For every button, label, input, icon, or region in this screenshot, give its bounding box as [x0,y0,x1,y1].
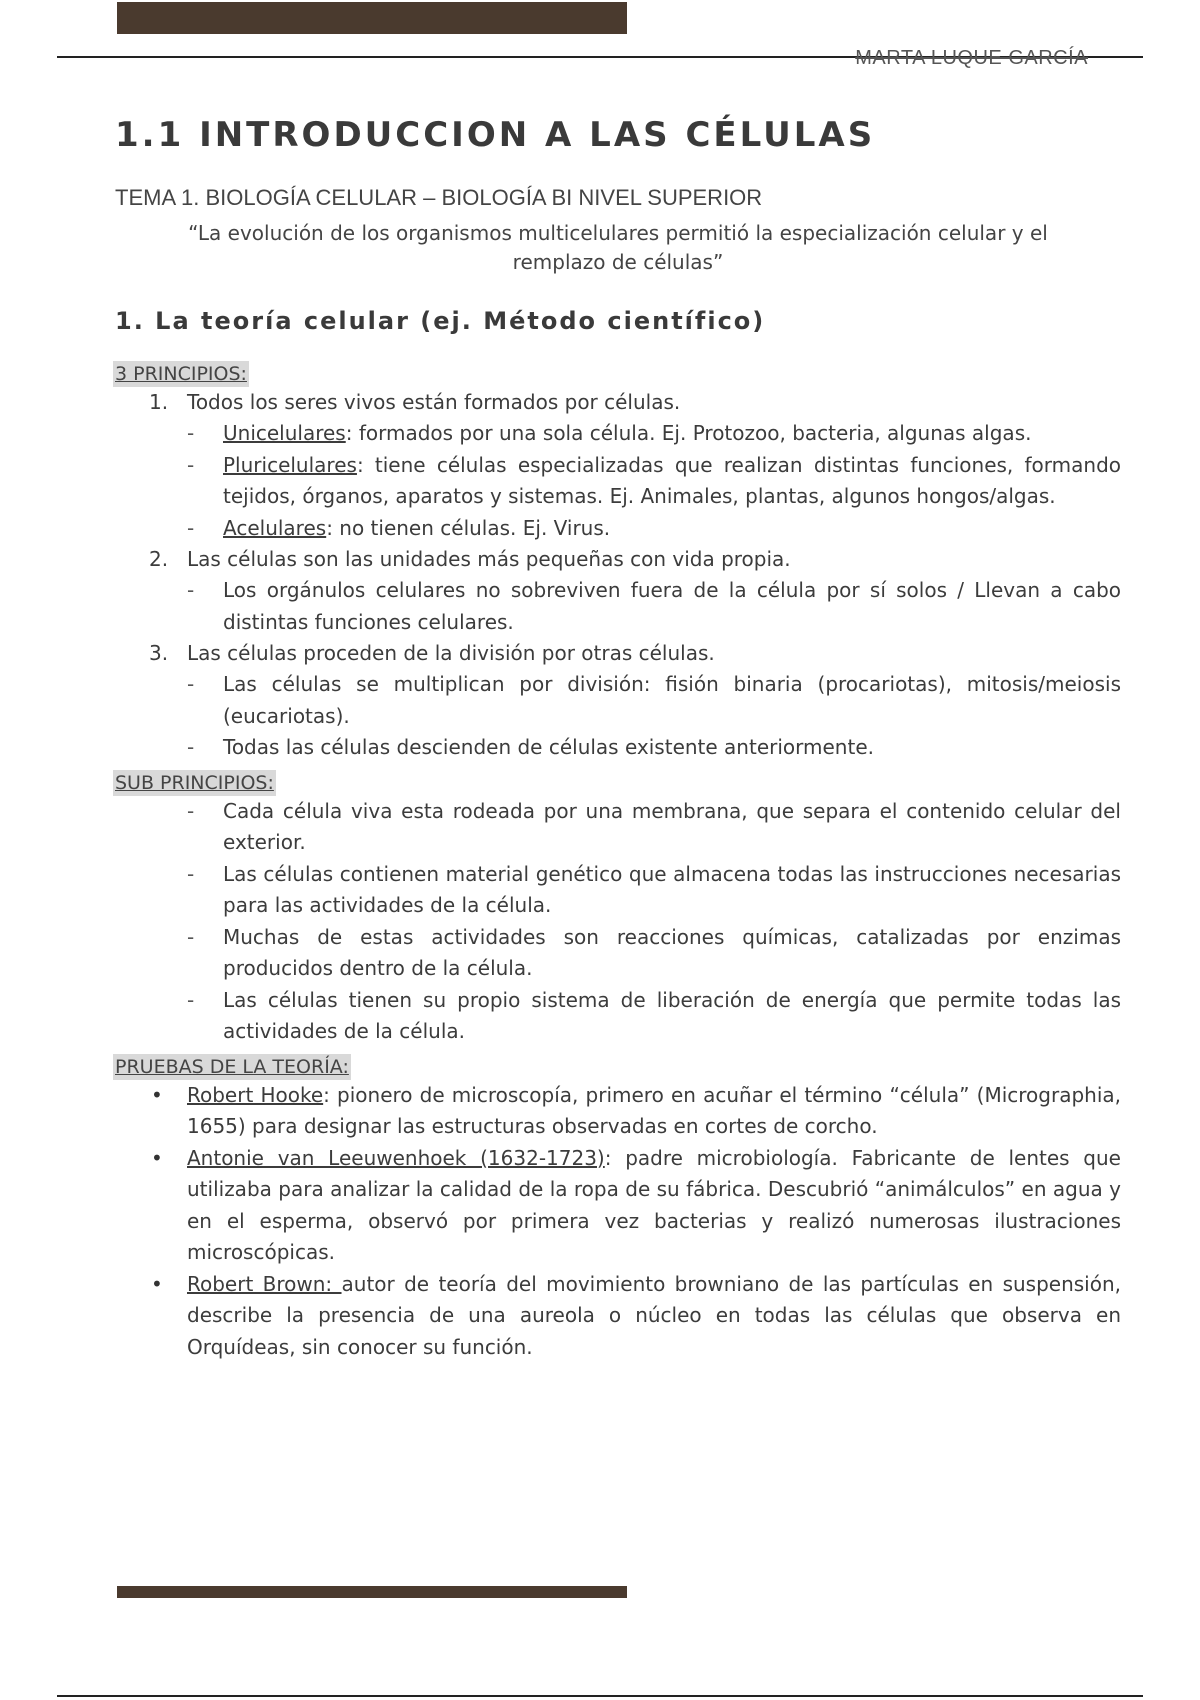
term-unicelulares: Unicelulares [223,421,346,445]
subitem-text: : no tienen células. Ej. Virus. [326,515,611,540]
principle-text: Todos los seres vivos están formados por células. [187,390,681,414]
principle-subitem [115,513,1121,545]
proofs-list [115,1080,1121,1364]
subitem-text: : tiene células especializadas que realizan distintas funciones, formando tejidos, órganos, aparatos y sistemas. Ej. Animales, plantas, algunos hongos/algas. [223,452,1121,508]
subprinciple-item: - Las células contienen material genético que almacena todas las instrucciones necesarias para las actividades de la célula. [115,859,1121,922]
page-title: 1.1 INTRODUCCION A LAS CÉLULAS [115,115,876,155]
subprinciple-item: - Las células tienen su propio sistema de liberación de energía que permite todas las actividades de la célula. [115,985,1121,1048]
author-name: MARTA LUQUE GARCÍA [855,47,1088,69]
principle-subitem [115,418,1121,450]
proof-item [115,1143,1121,1269]
term-pluricelulares: Pluricelulares [223,452,357,477]
principle-number: 2. [149,547,169,571]
proofs-label: PRUEBAS DE LA TEORÍA: [115,1055,349,1078]
principle-item [115,387,1121,544]
page-subtitle: TEMA 1. BIOLOGÍA CELULAR – BIOLOGÍA BI NIVEL SUPERIOR [115,185,763,210]
principle-subitem: - Los orgánulos celulares no sobreviven fuera de la célula por sí solos / Llevan a cabo distintas funciones celulares. [115,575,1121,638]
proof-text: : padre microbiología. Fabricante de lentes que utilizaba para analizar la calidad de la ropa de su fábrica. Descubrió “animálculos” en agua y en el esperma, observó por primera vez bacterias y realizó numerosas ilustraciones microscópicas. [187,1145,1121,1264]
subprinciples-label: SUB PRINCIPIOS: [115,771,274,794]
principle-number: 1. [149,390,169,414]
subprinciple-item: - Cada célula viva esta rodeada por una membrana, que separa el contenido celular del exterior. [115,796,1121,859]
section-title: 1. La teoría celular (ej. Método científico) [115,307,766,335]
principles-list [115,387,1121,764]
header-decorative-bar [117,2,627,34]
proof-name: Robert Brown: [187,1271,342,1296]
subitem-text: : formados por una sola célula. Ej. Protozoo, bacteria, algunas algas. [345,421,1032,445]
proof-name: Robert Hooke [187,1082,324,1107]
principle-item [115,638,1121,764]
principle-subitem: - Todas las células descienden de células existente anteriormente. [115,732,1121,764]
principle-item [115,544,1121,638]
intro-quote: “La evolución de los organismos multicelulares permitió la especialización celular y el remplazo de células” [188,221,1048,274]
proof-name: Antonie van Leeuwenhoek (1632-1723) [187,1145,605,1170]
proof-text: autor de teoría del movimiento browniano de las partículas en suspensión, describe la presencia de una aureola o núcleo en todas las células que observa en Orquídeas, sin conocer su función. [187,1271,1122,1359]
principle-subitem: - Las células se multiplican por división: fisión binaria (procariotas), mitosis/meiosis (eucariotas). [115,669,1121,732]
term-acelulares: Acelulares [223,515,327,540]
subprinciples-list [115,796,1121,1048]
proof-item [115,1269,1121,1364]
document-body [115,115,1121,1363]
principle-text: Las células son las unidades más pequeñas con vida propia. [187,547,791,571]
proof-text: : pionero de microscopía, primero en acuñar el término “célula” (Micrographia, 1655) para designar las estructuras observadas en cortes de corcho. [187,1082,1121,1138]
principle-subitem [115,450,1121,513]
principles-label: 3 PRINCIPIOS: [115,363,247,385]
principle-number: 3. [149,641,169,665]
principle-text: Las células proceden de la división por otras células. [187,641,715,665]
proof-item [115,1080,1121,1143]
subprinciple-item: - Muchas de estas actividades son reacciones químicas, catalizadas por enzimas producidos dentro de la célula. [115,922,1121,985]
footer-decorative-bar [117,1586,627,1598]
footer-rule [57,1695,1143,1697]
